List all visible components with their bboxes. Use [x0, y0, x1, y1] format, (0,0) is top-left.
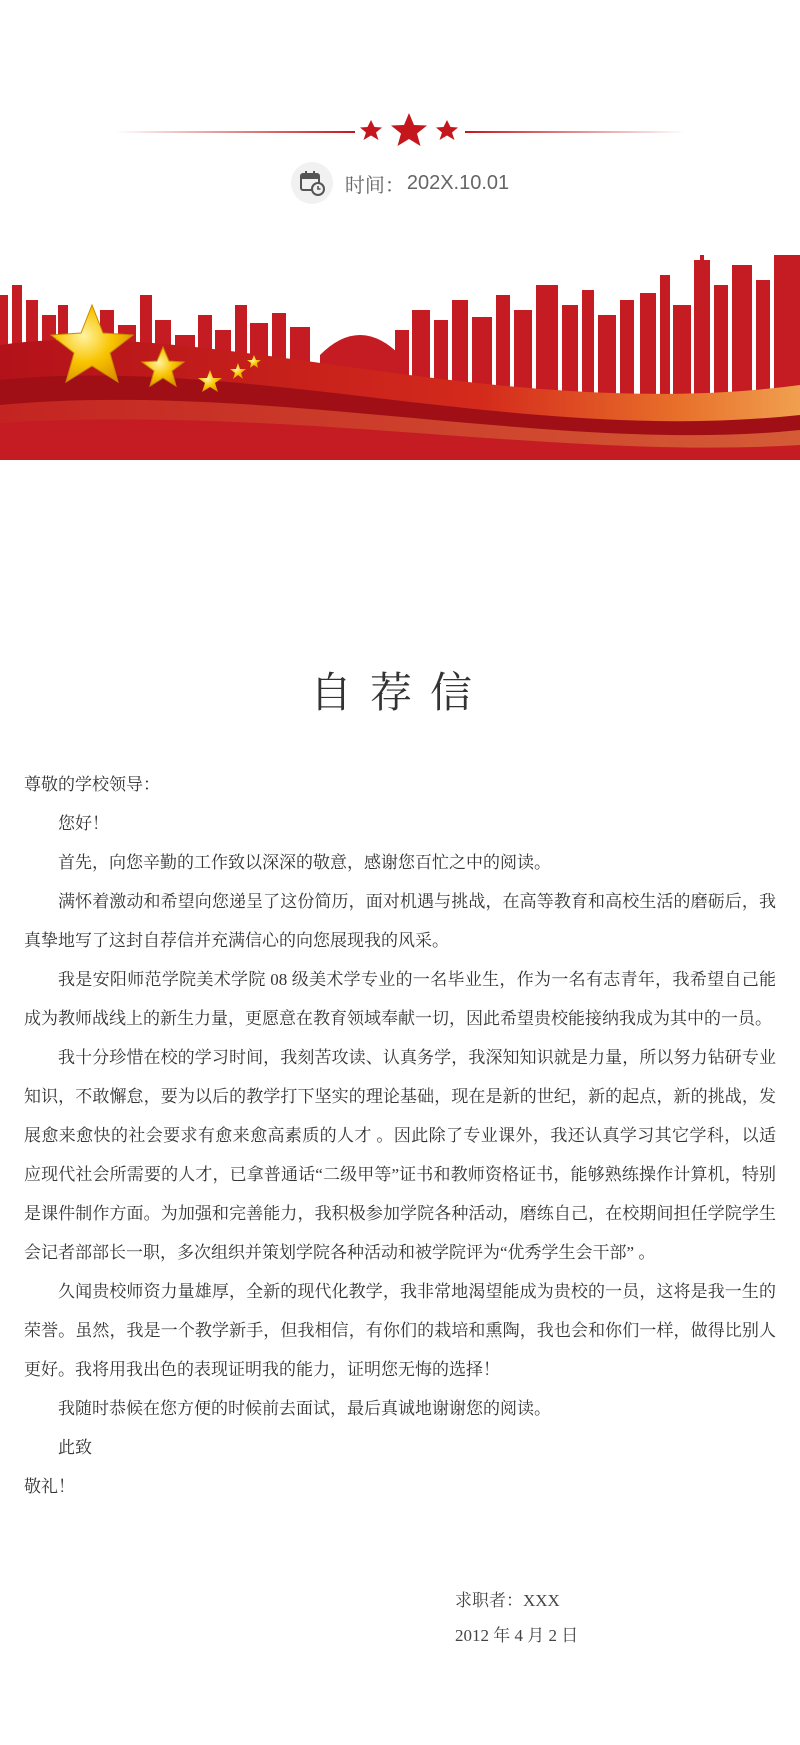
closing-regards: 此致	[58, 1438, 92, 1457]
date-label: 时间：	[344, 174, 405, 197]
paragraph: 我是安阳师范学院美术学院 08 级美术学专业的一名毕业生，作为一名有志青年，我希望自己能成为教师战线上的新生力量，更愿意在教育领域奉献一切，因此希望贵校能接纳我成为其中的一员。	[24, 970, 776, 1028]
date-value: 202X.10.01	[406, 171, 510, 194]
header-ornament	[0, 100, 800, 160]
sign-date: 2012 年 4 月 2 日	[455, 1626, 579, 1645]
paragraph: 我十分珍惜在校的学习时间，我刻苦攻读、认真务学，我深知知识就是力量，所以努力钻研专业知识，不敢懈怠，要为以后的教学打下坚实的理论基础，现在是新的世纪，新的起点，新的挑战，发展愈来愈快的社会要求有愈来愈高素质的人才 。因此除了专业课外，我还认真学习其它学科，以适应现代社会所需要的人才，已拿普通话“二级甲等”证书和教师资格证书，能够熟练操作计算机，特别是课件制作方面。为加强和完善能力，我积极参加学院各种活动，磨练自己，在校期间担任学院学生会记者部部长一职，多次组织并策划学院各种活动和被学院评为“优秀学生会干部” 。	[24, 1048, 776, 1262]
signature-block	[455, 1583, 578, 1653]
date-row	[0, 162, 800, 204]
signature: 求职者：XXX	[455, 1591, 560, 1610]
paragraph: 满怀着激动和希望向您递呈了这份简历，面对机遇与挑战，在高等教育和高校生活的磨砺后，我真挚地写了这封自荐信并充满信心的向您展现我的风采。	[24, 892, 776, 950]
paragraph: 首先，向您辛勤的工作致以深深的敬意，感谢您百忙之中的阅读。	[58, 853, 551, 872]
greeting: 您好！	[58, 814, 109, 833]
red-star-icon	[391, 113, 427, 146]
red-star-icon	[360, 120, 382, 140]
paragraph: 久闻贵校师资力量雄厚，全新的现代化教学，我非常地渴望能成为贵校的一员，这将是我一生的荣誉。虽然，我是一个教学新手，但我相信，有你们的栽培和熏陶，我也会和你们一样，做得比别人更好。我将用我出色的表现证明我的能力，证明您无悔的选择！	[24, 1282, 776, 1379]
closing-salute: 敬礼！	[24, 1477, 75, 1496]
paragraph: 我随时恭候在您方便的时候前去面试，最后真诚地谢谢您的阅读。	[58, 1399, 551, 1418]
letter-body	[24, 765, 776, 1506]
skyline-banner	[0, 255, 800, 460]
letter-title: 自荐信	[309, 668, 490, 717]
calendar-clock-icon	[291, 162, 333, 204]
salutation: 尊敬的学校领导：	[24, 775, 160, 794]
red-star-icon	[436, 120, 458, 140]
